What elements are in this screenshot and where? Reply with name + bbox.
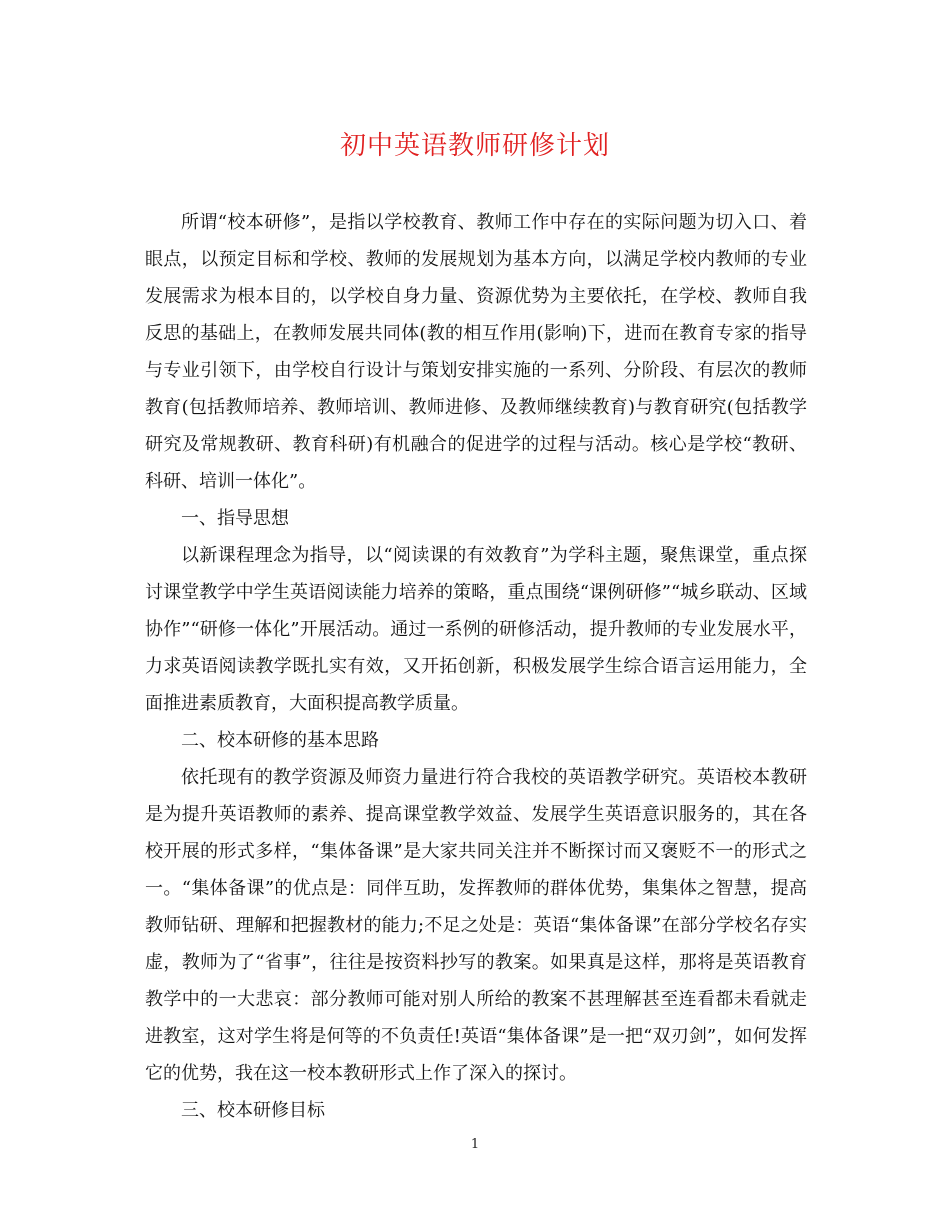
- intro-paragraph: 所谓“校本研修”，是指以学校教育、教师工作中存在的实际问题为切入口、着眼点，以预定目标和学校、教师的发展规划为基本方向，以满足学校内教师的专业发展需求为根本目的，以学校自身力量、资源优势为主要依托，在学校、教师自我反思的基础上，在教师发展共同体(教的相互作用(影响)下，进而在教育专家的指导与专业引领下，由学校自行设计与策划安排实施的一系列、分阶段、有层次的教师教育(包括教师培养、教师培训、教师进修、及教师继续教育)与教育研究(包括教学研究及常规教研、教育科研)有机融合的促进学的过程与活动。核心是学校“教研、科研、培训一体化”。: [145, 212, 807, 492]
- section-heading-research-goals: 三、校本研修目标: [181, 1100, 325, 1121]
- section-heading-guiding-ideology: 一、指导思想: [181, 508, 289, 529]
- page-number: 1: [470, 1137, 480, 1152]
- document-body: [145, 204, 807, 1129]
- document-title: 初中英语教师研修计划: [339, 131, 610, 161]
- guiding-ideology-paragraph: 以新课程理念为指导，以“阅读课的有效教育”为学科主题，聚焦课堂，重点探讨课堂教学中学生英语阅读能力培养的策略，重点围绕“课例研修”“城乡联动、区域协作”“研修一体化”开展活动。通过一系例的研修活动，提升教师的专业发展水平，力求英语阅读教学既扎实有效，又开拓创新，积极发展学生综合语言运用能力，全面推进素质教育，大面积提高教学质量。: [145, 545, 807, 714]
- basic-approach-paragraph: 依托现有的教学资源及师资力量进行符合我校的英语教学研究。英语校本教研是为提升英语教师的素养、提高课堂教学效益、发展学生英语意识服务的，其在各校开展的形式多样，“集体备课”是大家共同关注并不断探讨而又褒贬不一的形式之一。“集体备课”的优点是：同伴互助，发挥教师的群体优势，集集体之智慧，提高教师钻研、理解和把握教材的能力;不足之处是：英语“集体备课”在部分学校名存实虚，教师为了“省事”，往往是按资料抄写的教案。如果真是这样，那将是英语教育教学中的一大悲哀：部分教师可能对别人所给的教案不甚理解甚至连看都未看就走进教室，这对学生将是何等的不负责任!英语“集体备课”是一把“双刃剑”，如何发挥它的优势，我在这一校本教研形式上作了深入的探讨。: [145, 767, 807, 1084]
- section-heading-basic-approach: 二、校本研修的基本思路: [181, 730, 379, 751]
